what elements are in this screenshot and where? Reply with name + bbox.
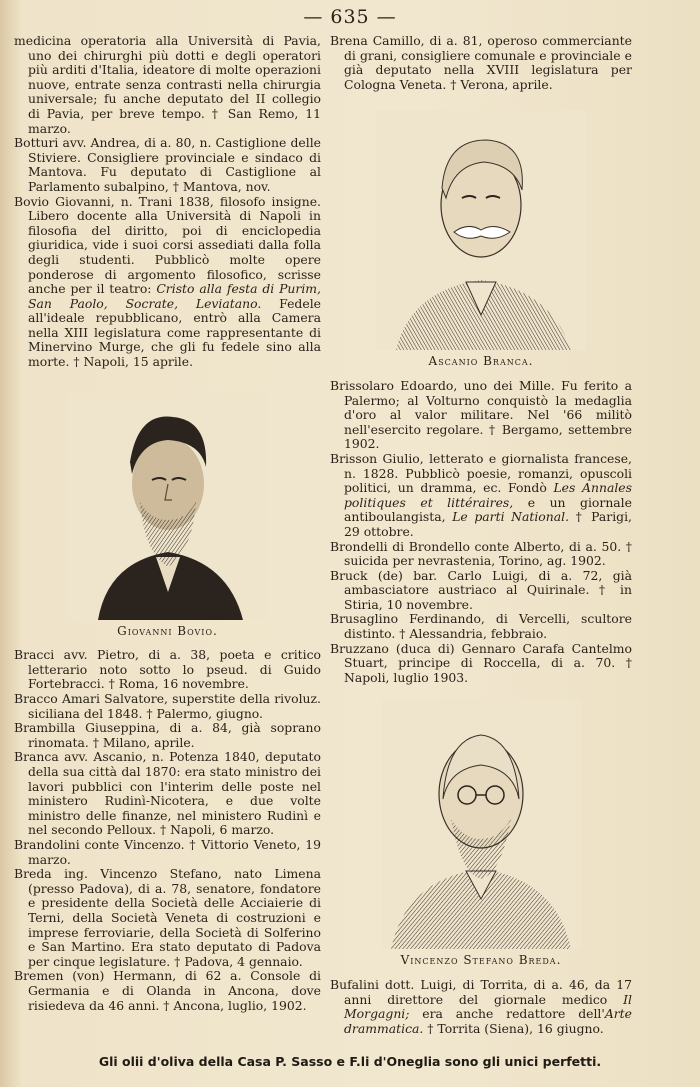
portrait-ascanio-branca	[376, 110, 586, 350]
entry-bracco-amari: Bracco Amari Salvatore, superstite della rivoluz. siciliana del 1848. † Palermo, giugno.	[14, 691, 321, 721]
entry-botturi: Botturi avv. Andrea, di a. 80, n. Castiglione delle Stiviere. Consigliere provinciale e sindaco di Mantova. Fu deputato di Castiglione al Parlamento subalpino, † Mantova, nov.	[14, 135, 321, 194]
entry-bruck: Bruck (de) bar. Carlo Luigi, di a. 72, già ambasciatore austriaco al Quirinale. † in Stiria, 10 novembre.	[330, 567, 632, 612]
portrait-caption-breda: Vincenzo Stefano Breda.	[400, 953, 562, 968]
portrait-vincenzo-stefano-breda	[381, 699, 581, 949]
portrait-giovanni-bovio	[68, 392, 268, 620]
entry-bovio: Bovio Giovanni, n. Trani 1838, filosofo insigne. Libero docente alla Università di Napoli in filosofia del diritto, poi di enciclopedia giuridica, vide i suoi corsi assediati dalla folla degli studenti. Pubblicò molte opere ponderose di argomento filosofico, scrisse anche per il teatro: Cristo alla festa di Purim, San Paolo, Socrate, Leviatano. Fedele all'ideale repubblicano, entrò alla Camera nella XIII legislatura come rappresentante di Minervino Murge, che gli fu fedele sino alla morte. † Napoli, 15 aprile.	[14, 193, 321, 370]
entry-bruzzano: Bruzzano (duca di) Gennaro Carafa Cantelmo Stuart, principe di Roccella, di a. 70. † Napoli, luglio 1903.	[330, 640, 632, 685]
entry-brisson: Brisson Giulio, letterato e giornalista francese, n. 1828. Pubblicò poesie, romanzi, opuscoli politici, un dramma, ec. Fondò Les Annales politiques et littéraires, e un giornale antiboulangista, Le parti National. † Parigi, 29 ottobre.	[330, 450, 632, 539]
entry-brissolaro: Brissolaro Edoardo, uno dei Mille. Fu ferito a Palermo; al Volturno conquistò la medaglia d'oro al valor militare. Nel '66 militò nell'esercito regolare. † Bergamo, settembre 1902.	[330, 377, 632, 452]
left-column	[14, 34, 321, 1013]
entry-brusaglino: Brusaglino Ferdinando, di Vercelli, scultore distinto. † Alessandria, febbraio.	[330, 611, 632, 642]
entry-brondelli: Brondelli di Brondello conte Alberto, di a. 50. † suicida per nevrastenia, Torino, ag. 1902.	[330, 538, 632, 569]
entry-bracci: Bracci avv. Pietro, di a. 38, poeta e critico letterario noto sotto lo pseud. di Guido Fortebracci. † Roma, 16 novembre.	[14, 647, 321, 692]
entry-branca: Branca avv. Ascanio, n. Potenza 1840, deputato della sua città dal 1870: era stato ministro dei lavori pubblici con l'interim delle poste nel ministero Rudinì-Nicotera, e due volte ministro delle finanze, nel ministero Rudinì e nel secondo Pelloux. † Napoli, 6 marzo.	[14, 749, 321, 838]
entry-bremen: Bremen (von) Hermann, di 62 a. Console di Germania e di Olanda in Ancona, dove risiedeva da 46 anni. † Ancona, luglio, 1902.	[14, 968, 321, 1013]
entry-bufalini: Bufalini dott. Luigi, di Torrita, di a. 46, da 17 anni direttore del giornale medico Il Morgagni; era anche redattore dell'Arte drammatica. † Torrita (Siena), 16 giugno.	[330, 977, 632, 1036]
portrait-caption-branca: Ascanio Branca.	[428, 354, 534, 369]
right-column	[330, 34, 632, 1036]
entry-brena: Brena Camillo, di a. 81, operoso commerciante di grani, consigliere comunale e provinciale e già deputato nella XVIII legislatura per Cologna Veneta. † Verona, aprile.	[330, 33, 632, 92]
advertisement-footer: Gli olii d'oliva della Casa P. Sasso e F.li d'Oneglia sono gli unici perfetti.	[98, 1054, 602, 1069]
entry-brandolini: Brandolini conte Vincenzo. † Vittorio Veneto, 19 marzo.	[14, 836, 321, 867]
page-number: — 635 —	[303, 6, 397, 28]
entry-brambilla: Brambilla Giuseppina, di a. 84, già soprano rinomata. † Milano, aprile.	[14, 720, 321, 750]
entry-breda: Breda ing. Vincenzo Stefano, nato Limena (presso Padova), di a. 78, senatore, fondatore e presidente della Società delle Acciaierie di Terni, della Società Veneta di costruzioni e imprese ferroviarie, della Società di Solferino e San Martino. Era stato deputato di Padova per cinque legislature. † Padova, 4 gennaio.	[14, 866, 321, 969]
portrait-caption-bovio: Giovanni Bovio.	[117, 623, 218, 638]
entry-bottini-cont: medicina operatoria alla Università di Pavia, uno dei chirurghi più dotti e degli operatori più arditi d'Italia, ideatore di molte operazioni nuove, entrate senza contrasti nella chirurgia universale; fu anche deputato del II collegio di Pavia, per breve tempo. † San Remo, 11 marzo.	[14, 33, 321, 136]
